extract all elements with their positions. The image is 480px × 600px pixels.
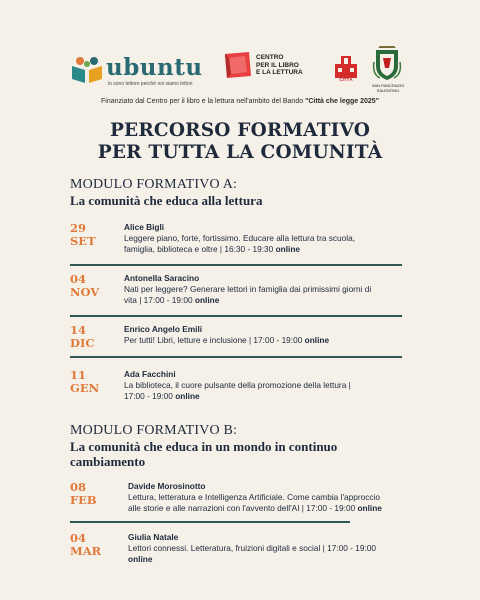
module-a-subtitle: La comunità che educa alla lettura	[70, 193, 263, 208]
mode-label: online	[357, 503, 382, 513]
page-title: PERCORSO FORMATIVO PER TUTTA LA COMUNITÀ	[97, 120, 383, 163]
speaker-name: Giulia Natale	[128, 532, 179, 542]
event-date: 08 FEB	[70, 480, 97, 507]
logo-bar	[0, 44, 480, 96]
mode-label: online	[128, 554, 153, 564]
speaker-name: Antonella Saracino	[124, 273, 200, 283]
book-people-icon	[70, 56, 104, 84]
module-b-header	[70, 423, 337, 469]
mode-label: online	[194, 295, 220, 305]
event-date: 14 DIC	[70, 323, 95, 350]
divider	[70, 356, 402, 358]
event-body: Alice Bigli Leggere piano, forte, fortissimo. Educare alla lettura tra scuola, famiglia, biblioteca e oltre | 16:30 - 19:30 online	[124, 222, 410, 255]
event-body: Giulia Natale Lettori connessi. Letteratura, fruizioni digitali e social | 17:00 - 19:00 online	[128, 532, 420, 565]
module-a-header	[70, 177, 262, 208]
event-body: Ada Facchini La biblioteca, il cuore pulsante della promozione della lettura | 17:00 - 19:00 online	[124, 369, 410, 402]
event-date: 29 SET	[70, 221, 96, 248]
event-body: Antonella Saracino Nati per leggere? Generare lettori in famiglia dai primissimi giorni di vita | 17:00 - 19:00 online	[124, 273, 410, 306]
funding-note: Finanziato dal Centro per il libro e la lettura nell'ambito del Bando "Città che legge 2025"	[100, 98, 380, 105]
cpll-logo	[223, 50, 315, 86]
event-date: 11 GEN	[70, 368, 100, 395]
municipal-crest-icon	[372, 44, 402, 82]
module-b-subtitle: La comunità che educa in un mondo in continuo cambiamento	[70, 439, 338, 469]
speaker-name: Alice Bigli	[124, 222, 165, 232]
event-body: Enrico Angelo Emili Per tutti! Libri, letture e inclusione | 17:00 - 19:00 online	[124, 324, 410, 346]
event-body: Davide Morosinotto Lettura, letteratura e Intelligenza Artificiale. Come cambia l'approccio alle storie e alle narrazioni con l'avvento dell'AI | 17:00 - 19:00 online	[128, 481, 420, 514]
comune-label: SAN PANCRAZIO SALENTINO	[371, 83, 405, 93]
speaker-name: Davide Morosinotto	[128, 481, 206, 491]
ubuntu-tagline: io sono lettore perché noi siamo lettori	[108, 81, 193, 87]
book-stack-icon	[223, 50, 253, 80]
mode-label: online	[304, 335, 330, 345]
divider	[70, 315, 402, 317]
event-date: 04 MAR	[70, 531, 102, 558]
module-a-title: MODULO FORMATIVO A:	[70, 177, 238, 192]
mode-label: online	[175, 391, 200, 401]
cpll-wordmark: CENTRO PER IL LIBRO E LA LETTURA	[256, 54, 303, 76]
event-date: 04 NOV	[70, 272, 100, 299]
divider	[70, 264, 402, 266]
ubuntu-wordmark: ubuntu	[106, 54, 203, 81]
ubuntu-logo	[70, 54, 203, 90]
mode-label: online	[275, 244, 301, 254]
speaker-name: Enrico Angelo Emili	[124, 324, 203, 334]
divider	[70, 521, 350, 523]
citta-label: CITTÀ	[339, 77, 353, 82]
speaker-name: Ada Facchini	[124, 369, 176, 379]
module-b-title: MODULO FORMATIVO B:	[70, 423, 238, 438]
